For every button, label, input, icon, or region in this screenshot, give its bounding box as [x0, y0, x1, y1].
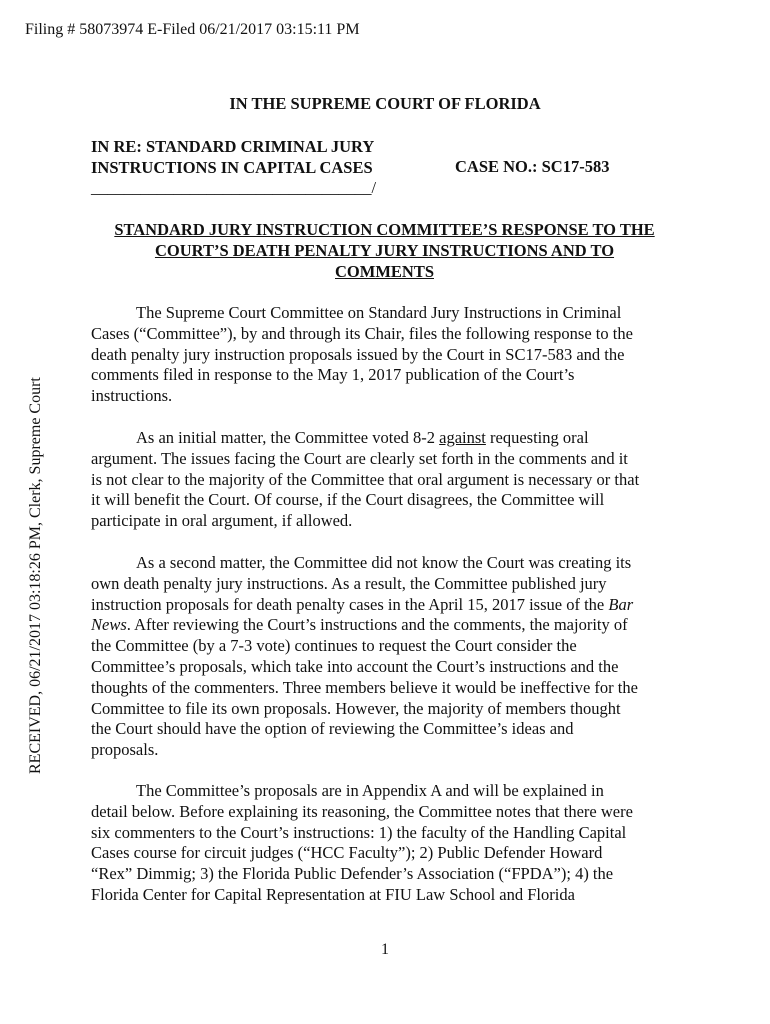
paragraph-2 — [91, 428, 679, 532]
text-line: proposals. — [91, 740, 159, 760]
text-line — [91, 615, 679, 636]
text-line: The Supreme Court Committee on Standard Jury Instructions in Criminal — [136, 303, 622, 322]
title-line-3: COMMENTS — [335, 262, 434, 281]
text-line — [91, 428, 679, 449]
text-run: As an initial matter, the Committee voted 8-2 — [136, 428, 440, 447]
text-run: instruction proposals for death penalty cases in the April 15, 2017 issue of the — [91, 594, 609, 614]
title-line-2: COURT’S DEATH PENALTY JURY INSTRUCTIONS AND TO — [154, 241, 615, 260]
title-line-1: STANDARD JURY INSTRUCTION COMMITTEE’S RESPONSE TO THE — [114, 220, 655, 239]
paragraph-4 — [91, 781, 679, 906]
text-run: . After reviewing the Court’s instructions and the comments, the majority of — [126, 615, 628, 635]
text-line: Cases course for circuit judges (“HCC Faculty”); 2) Public Defender Howard — [91, 843, 603, 863]
text-line: Florida Center for Capital Representation at FIU Law School and Florida — [91, 884, 575, 904]
text-line: As a second matter, the Committee did not know the Court was creating its — [136, 553, 632, 572]
italic-text: Bar — [608, 594, 634, 614]
filing-header: Filing # 58073974 E-Filed 06/21/2017 03:15:11 PM — [25, 21, 360, 38]
court-name: IN THE SUPREME COURT OF FLORIDA — [229, 94, 541, 113]
text-line: thoughts of the commenters. Three members believe it would be ineffective for the — [91, 677, 638, 697]
text-line: The Committee’s proposals are in Appendix A and will be explained in — [136, 781, 604, 800]
italic-text: News — [91, 615, 127, 635]
text-line: argument. The issues facing the Court are clearly set forth in the comments and it — [91, 448, 628, 468]
text-line: it will benefit the Court. Of course, if the Court disagrees, the Committee will — [91, 490, 605, 510]
text-line: six commenters to the Court’s instructions: 1) the faculty of the Handling Capital — [91, 822, 627, 842]
case-number: CASE NO.: SC17-583 — [455, 157, 610, 176]
text-line — [91, 595, 679, 616]
received-stamp: RECEIVED, 06/21/2017 03:18:26 PM, Clerk, Supreme Court — [27, 377, 44, 774]
paragraph-3 — [91, 553, 679, 761]
text-line: comments filed in response to the May 1, 2017 publication of the Court’s — [91, 365, 575, 385]
caption-rule: __________________________________/ — [91, 178, 377, 197]
case-caption — [91, 136, 374, 178]
text-line: participate in oral argument, if allowed. — [91, 511, 353, 531]
caption-line-2: INSTRUCTIONS IN CAPITAL CASES — [91, 158, 373, 177]
text-run: requesting oral — [485, 428, 589, 447]
text-line: own death penalty jury instructions. As a result, the Committee published jury — [91, 573, 607, 593]
text-line: death penalty jury instruction proposals issued by the Court in SC17-583 and the — [91, 344, 625, 364]
text-line: the Court should have the option of reviewing the Committee’s ideas and — [91, 719, 574, 739]
caption-line-1: IN RE: STANDARD CRIMINAL JURY — [91, 137, 375, 156]
document-title — [91, 219, 678, 282]
paragraph-1 — [91, 303, 679, 407]
text-line: instructions. — [91, 386, 173, 406]
text-line: “Rex” Dimmig; 3) the Florida Public Defender’s Association (“FPDA”); 4) the — [91, 864, 614, 884]
text-line: the Committee (by a 7-3 vote) continues to request the Court consider the — [91, 636, 577, 656]
text-line: Cases (“Committee”), by and through its Chair, files the following response to the — [91, 323, 633, 343]
text-line: Committee’s proposals, which take into account the Court’s instructions and the — [91, 656, 619, 676]
page-number: 1 — [381, 941, 389, 958]
text-line: detail below. Before explaining its reasoning, the Committee notes that there were — [91, 801, 633, 821]
text-line: is not clear to the majority of the Committee that oral argument is necessary or that — [91, 469, 640, 489]
text-line: Committee to file its own proposals. However, the majority of members thought — [91, 698, 621, 718]
underlined-word: against — [439, 428, 486, 447]
